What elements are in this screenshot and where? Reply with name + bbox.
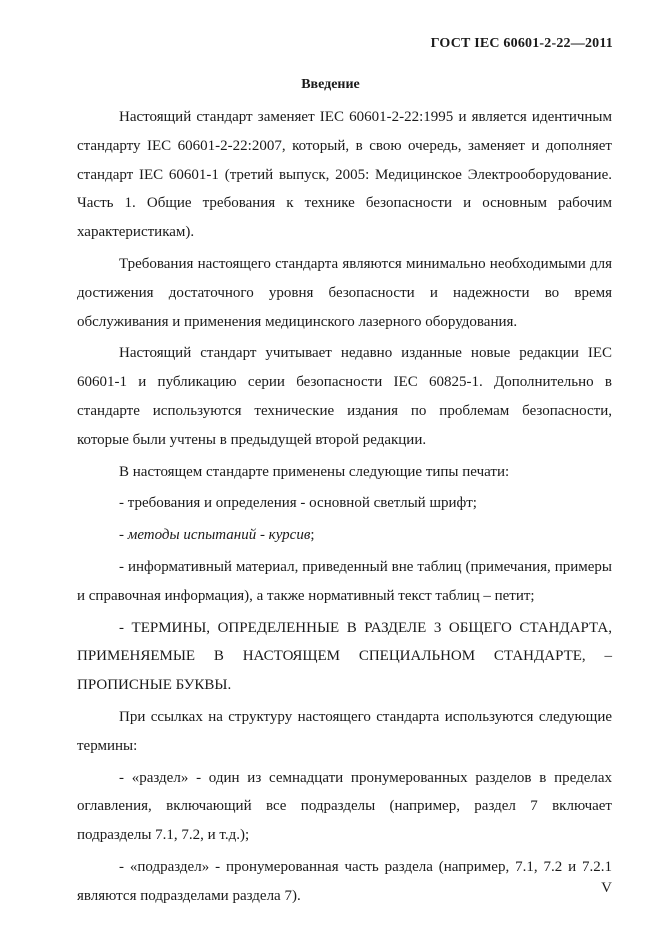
paragraph-3: Настоящий стандарт учитывает недавно изданные новые редакции IEC 60601-1 и публикацию серии безопасности IEC 60825-1. Дополнительно в стандарте используются технические издания по проблемам безопасности, которые были учтены в предыдущей второй редакции.	[77, 345, 612, 448]
document-body	[77, 103, 612, 911]
paragraph-4: В настоящем стандарте применены следующие типы печати:	[119, 463, 510, 480]
paragraph-5: - требования и определения - основной светлый шрифт;	[119, 495, 477, 512]
paragraph-9: При ссылках на структуру настоящего стандарта используются следующие термины:	[77, 708, 612, 754]
paragraph-6	[77, 521, 612, 550]
paragraph-10: - «раздел» - один из семнадцати пронумерованных разделов в пределах оглавления, включающий все подразделы (например, раздел 7 включает подразделы 7.1, 7.2, и т.д.);	[77, 769, 612, 844]
paragraph-6-prefix: -	[119, 527, 128, 544]
paragraph-6-italic: методы испытаний - курсив	[127, 527, 311, 544]
paragraph-2: Требования настоящего стандарта являются минимально необходимыми для достижения достаточного уровня безопасности и надежности во время обслуживания и применения медицинского лазерного оборудования.	[77, 255, 612, 330]
paragraph-8: - ТЕРМИНЫ, ОПРЕДЕЛЕННЫЕ В РАЗДЕЛЕ 3 ОБЩЕГО СТАНДАРТА, ПРИМЕНЯЕМЫЕ В НАСТОЯЩЕМ СПЕЦИАЛЬНОМ СТАНДАРТЕ, – ПРОПИСНЫЕ БУКВЫ.	[77, 619, 612, 694]
paragraph-1: Настоящий стандарт заменяет IEC 60601-2-22:1995 и является идентичным стандарту IEC 60601-2-22:2007, который, в свою очередь, заменяет и дополняет стандарт IEC 60601-1 (третий выпуск, 2005: Медицинское Электрооборудование. Часть 1. Общие требования к технике безопасности и основным рабочим характеристикам).	[77, 109, 612, 241]
paragraph-11: - «подраздел» - пронумерованная часть раздела (например, 7.1, 7.2 и 7.2.1 являются подразделами раздела 7).	[77, 858, 612, 904]
document-code: ГОСТ IEC 60601-2-22—2011	[430, 36, 613, 51]
paragraph-6-suffix: ;	[310, 527, 315, 544]
paragraph-7: - информативный материал, приведенный вне таблиц (примечания, примеры и справочная информация), а также нормативный текст таблиц – петит;	[77, 558, 612, 604]
page-number: V	[601, 880, 612, 896]
section-title: Введение	[301, 77, 360, 92]
